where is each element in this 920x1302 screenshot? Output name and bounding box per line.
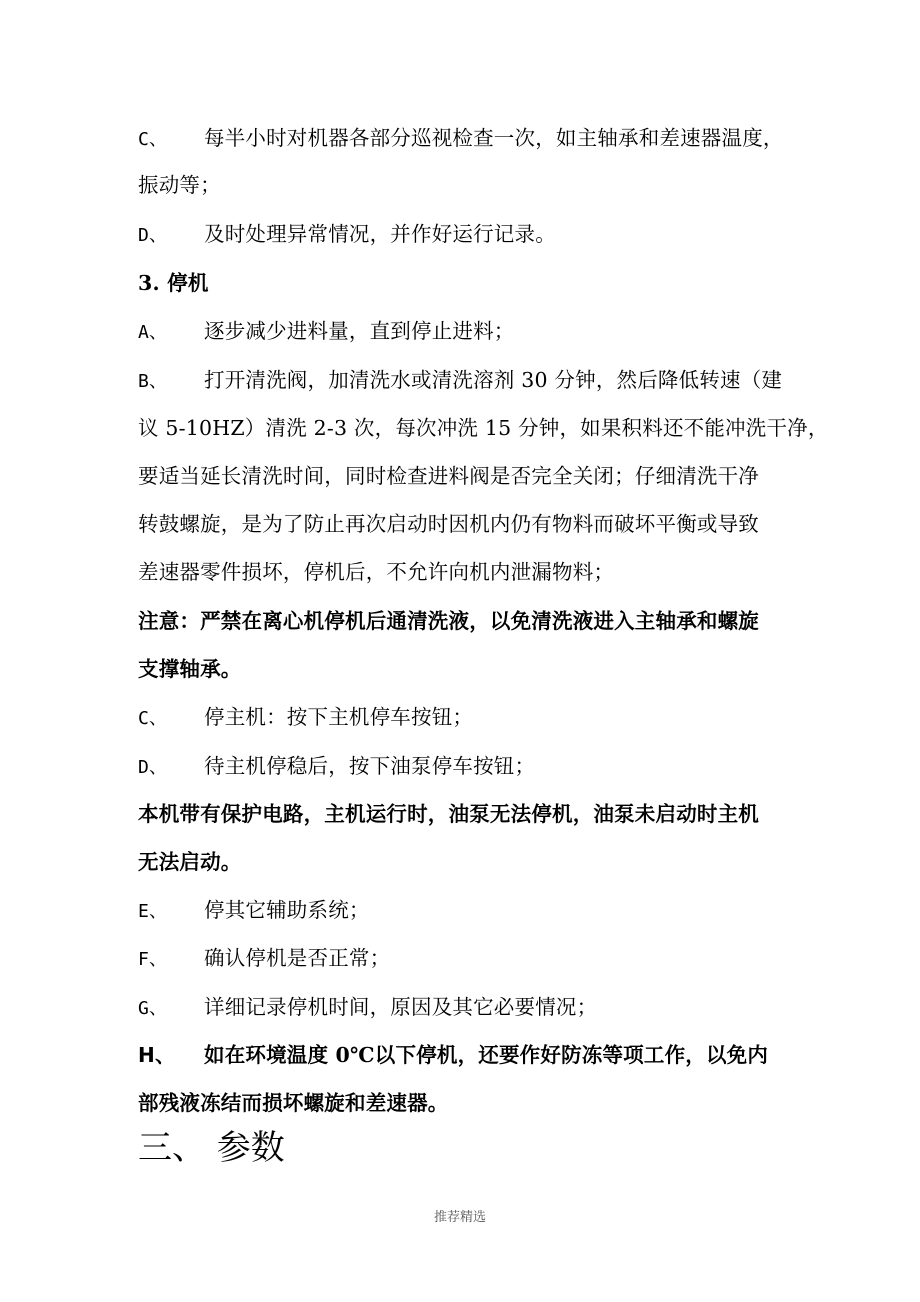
protection-note: 本机带有保护电路，主机运行时，油泵无法停机，油泵未启动时主机 — [138, 802, 759, 826]
list-marker: F、 — [138, 949, 168, 970]
protection-note-continuation: 无法启动。 — [138, 850, 242, 874]
item-b-continuation: 差速器零件损坏，停机后，不允许向机内泄漏物料； — [138, 560, 615, 584]
list-marker: D、 — [138, 757, 168, 778]
item-c-check — [138, 124, 784, 154]
item-text: 逐步减少进料量，直到停止进料； — [204, 319, 515, 343]
list-marker: A、 — [138, 322, 168, 343]
item-f-confirm — [138, 944, 390, 974]
list-marker: B、 — [138, 371, 168, 392]
list-marker: H、 — [138, 1043, 176, 1067]
item-a-reduce-feed — [138, 317, 515, 347]
item-d-record — [138, 220, 556, 250]
list-marker: G、 — [138, 998, 168, 1019]
list-marker: C、 — [138, 129, 168, 150]
item-text: 每半小时对机器各部分巡视检查一次，如主轴承和差速器温度， — [204, 126, 784, 150]
section-stop-title: 3. 停机 — [138, 271, 209, 295]
item-text: 停其它辅助系统； — [204, 898, 370, 922]
section-heading-parameters: 三、 参数 — [138, 1128, 285, 1168]
item-g-log — [138, 993, 597, 1023]
warning-note: 注意：严禁在离心机停机后通清洗液，以免清洗液进入主轴承和螺旋 — [138, 609, 759, 633]
item-text: 确认停机是否正常； — [204, 946, 391, 970]
warning-note-continuation: 支撑轴承。 — [138, 657, 242, 681]
page-footer: 推荐精选 — [433, 1210, 486, 1225]
item-text: 待主机停稳后，按下油泵停车按钮； — [204, 754, 536, 778]
item-b-continuation: 议 5-10HZ）清洗 2-3 次，每次冲洗 15 分钟，如果积料还不能冲洗干净， — [138, 416, 829, 440]
item-text: 打开清洗阀，加清洗水或清洗溶剂 30 分钟，然后降低转速（建 — [204, 368, 783, 392]
item-text: 如在环境温度 0℃以下停机，还要作好防冻等项工作，以免内 — [204, 1043, 769, 1067]
item-h-freeze — [138, 1041, 768, 1069]
item-text: 详细记录停机时间，原因及其它必要情况； — [204, 995, 598, 1019]
item-b-continuation: 要适当延长清洗时间，同时检查进料阀是否完全关闭；仔细清洗干净 — [138, 464, 759, 488]
list-marker: D、 — [138, 225, 168, 246]
item-b-clean — [138, 366, 782, 396]
list-marker: E、 — [138, 901, 168, 922]
item-d-stop-pump — [138, 752, 535, 782]
item-text: 及时处理异常情况，并作好运行记录。 — [204, 222, 556, 246]
item-text: 振动等； — [138, 173, 221, 197]
item-c-continuation — [138, 171, 221, 199]
item-text: 停主机：按下主机停车按钮； — [204, 705, 474, 729]
item-c-stop-main — [138, 703, 473, 733]
item-e-aux — [138, 896, 370, 926]
list-marker: C、 — [138, 708, 168, 729]
item-b-continuation: 转鼓螺旋，是为了防止再次启动时因机内仍有物料而破坏平衡或导致 — [138, 512, 759, 536]
item-h-continuation: 部残液冻结而损坏螺旋和差速器。 — [138, 1091, 449, 1115]
